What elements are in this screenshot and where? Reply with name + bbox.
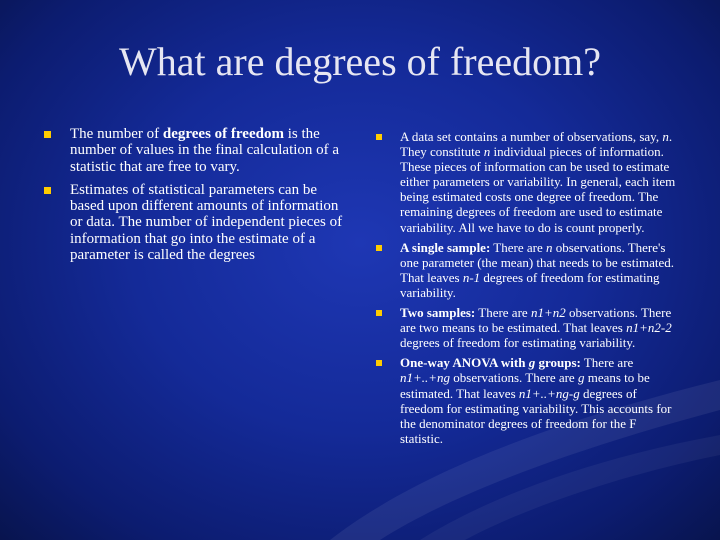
square-bullet-icon	[376, 310, 382, 316]
bold-term: degrees of freedom	[162, 126, 284, 142]
left-column	[44, 126, 348, 270]
lead-label: Two samples:	[400, 305, 476, 321]
var-n: n1+n2	[530, 305, 566, 321]
right-bullet-two-samples	[372, 305, 682, 350]
right-bullet-data-set	[372, 129, 682, 235]
var-df: n1+n2-2	[626, 320, 672, 336]
square-bullet-icon	[376, 245, 382, 251]
text: A data set contains a number of observations, say,	[400, 129, 663, 144]
slide-title: What are degrees of freedom?	[119, 39, 601, 84]
var-df: n1+..+ng-g	[518, 385, 580, 401]
var-n: n	[483, 144, 491, 160]
text: There are	[475, 305, 531, 321]
text: means to be estimated. That leaves	[400, 370, 650, 401]
text: individual pieces of information. These pieces of information can be used to estimate either parameters or variability. In general, each item being estimated costs one degree of freedom. The remaining degrees of freedom are used to estimate variability. All we have to do is count properly.	[400, 144, 676, 235]
var-g: g	[577, 370, 585, 386]
left-bullet-estimates	[44, 182, 348, 263]
right-bullet-anova	[372, 355, 682, 446]
lead-label: groups:	[535, 355, 581, 371]
var-df: n-1	[462, 269, 481, 285]
right-column	[372, 129, 682, 451]
var-n: n1+..+ng	[400, 370, 451, 386]
square-bullet-icon	[376, 134, 382, 140]
text: observations. There are two means to be estimated. That leaves	[400, 305, 672, 336]
lead-label: One-way ANOVA with	[400, 355, 529, 371]
text: observations. There are	[450, 370, 578, 386]
text: . They constitute	[400, 129, 673, 160]
var-g: g	[528, 355, 536, 371]
right-bullet-single-sample	[372, 240, 682, 300]
square-bullet-icon	[44, 131, 51, 138]
lead-label: A single sample:	[400, 239, 491, 255]
text: degrees of freedom for estimating variability. This accounts for the denominator degrees of freedom for the F statistic.	[400, 385, 672, 446]
text: There are	[490, 239, 546, 255]
var-n: n	[662, 129, 669, 144]
var-n: n	[546, 239, 553, 255]
text: degrees of freedom for estimating variability.	[400, 269, 660, 300]
text: There are	[580, 355, 634, 371]
text: observations. There's one parameter (the mean) that needs to be estimated. That leaves	[400, 239, 674, 285]
square-bullet-icon	[44, 187, 51, 194]
text: degrees of freedom for estimating variability.	[400, 335, 636, 351]
left-bullet-definition	[44, 126, 348, 175]
text: Estimates of statistical parameters can be based upon different amounts of information or data. The number of independent pieces of information that go into the estimate of a parameter is called the degrees	[70, 181, 343, 264]
square-bullet-icon	[376, 360, 382, 366]
text: The number of	[70, 126, 163, 142]
text: is the number of values in the final calculation of a statistic that are free to vary.	[70, 126, 340, 175]
